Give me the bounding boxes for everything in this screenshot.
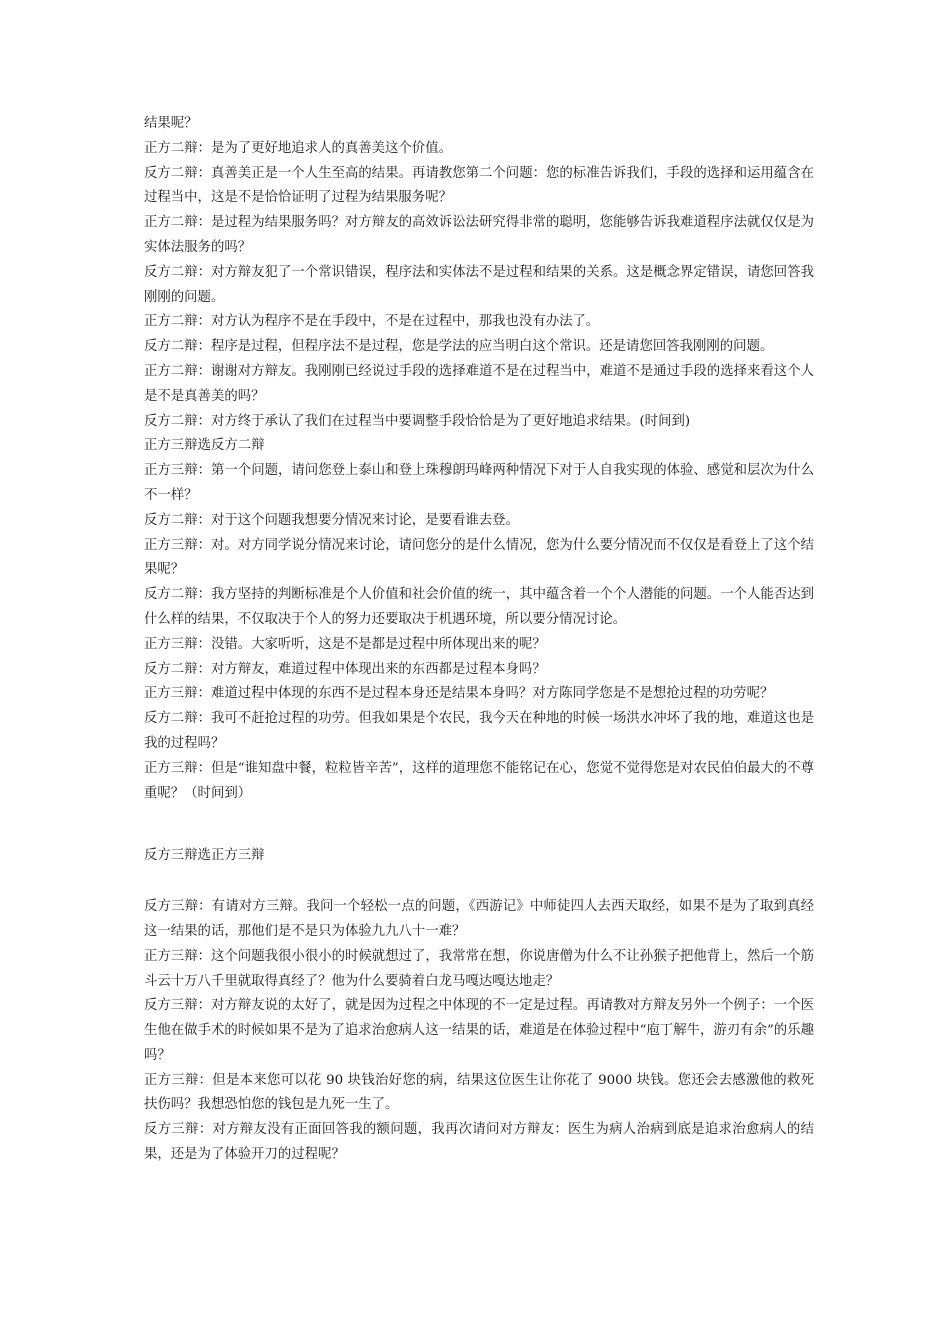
paragraph: 正方二辩：是为了更好地追求人的真善美这个价值。 xyxy=(144,140,452,156)
paragraph: 正方二辩：是过程为结果服务吗？对方辩友的高效诉讼法研究得非常的聪明，您能够告诉我难道程序法就仅仅是为实体法服务的吗？ xyxy=(144,215,814,255)
paragraph: 正方三辩：难道过程中体现的东西不是过程本身还是结果本身吗？对方陈同学您是不是想抢过程的功劳呢？ xyxy=(144,686,774,702)
paragraph: 正方三辩：第一个问题，请问您登上泰山和登上珠穆朗玛峰两种情况下对于人自我实现的体验、感觉和层次为什么不一样？ xyxy=(144,463,814,503)
paragraph: 正方三辩选反方二辩 xyxy=(144,438,265,454)
paragraph: 反方二辩：我方坚持的判断标准是个人价值和社会价值的统一，其中蕴含着一个个人潜能的问题。一个人能否达到什么样的结果，不仅取决于个人的努力还要取决于机遇环境，所以要分情况讨论。 xyxy=(144,587,814,627)
blank-space xyxy=(144,806,814,844)
paragraph: 正方三辩：对。对方同学说分情况来讨论，请问您分的是什么情况，您为什么要分情况而不仅仅是看登上了这个结果呢？ xyxy=(144,537,814,578)
blank-space xyxy=(144,869,814,895)
paragraph: 反方二辩：我可不赶抢过程的功劳。但我如果是个农民，我今天在种地的时候一场洪水冲坏了我的地，难道这也是我的过程吗？ xyxy=(144,711,814,751)
debate-transcript-part-1 xyxy=(144,112,814,806)
paragraph: 反方二辩：对于这个问题我想要分情况来讨论，是要看谁去登。 xyxy=(144,512,519,528)
paragraph: 正方二辩：谢谢对方辩友。我刚刚已经说过手段的选择难道不是在过程当中，难道不是通过手段的选择来看这个人是不是真善美的吗？ xyxy=(144,363,814,404)
debate-transcript-part-2 xyxy=(144,895,814,1168)
paragraph: 反方二辩：程序是过程，但程序法不是过程，您是学法的应当明白这个常识。还是请您回答我刚刚的问题。 xyxy=(144,339,774,355)
section-heading: 反方三辩选正方三辩 xyxy=(144,848,265,864)
paragraph: 正方三辩：这个问题我很小很小的时候就想过了，我常常在想，你说唐僧为什么不让孙猴子把他背上，然后一个筋斗云十万八千里就取得真经了？他为什么要骑着白龙马嘎达嘎达地走？ xyxy=(144,948,814,989)
paragraph: 反方二辩：对方辩友犯了一个常识错误，程序法和实体法不是过程和结果的关系。这是概念界定错误，请您回答我刚刚的问题。 xyxy=(144,264,814,305)
paragraph: 反方二辩：对方终于承认了我们在过程当中要调整手段恰恰是为了更好地追求结果。(时间到) xyxy=(144,413,691,429)
paragraph: 反方二辩：对方辩友，难道过程中体现出来的东西都是过程本身吗？ xyxy=(144,661,546,677)
paragraph: 反方三辩：有请对方三辩。我问一个轻松一点的问题，《西游记》中师徒四人去西天取经，如果不是为了取到真经这一结果的话，那他们是不是只为体验九九八十一难？ xyxy=(144,899,814,939)
paragraph: 反方三辩：对方辩友说的太好了，就是因为过程之中体现的不一定是过程。再请教对方辩友另外一个例子：一个医生他在做手术的时候如果不是为了追求治愈病人这一结果的话，难道是在体验过程中“庖丁解牛，游刃有余”的乐趣吗？ xyxy=(144,998,814,1063)
document-page xyxy=(144,112,814,1168)
paragraph: 正方二辩：对方认为程序不是在手段中，不是在过程中，那我也没有办法了。 xyxy=(144,314,600,330)
paragraph: 正方三辩：没错。大家听听，这是不是都是过程中所体现出来的呢？ xyxy=(144,636,546,652)
paragraph: 结果呢？ xyxy=(144,116,198,131)
paragraph: 反方三辩：对方辩友没有正面回答我的额问题，我再次请问对方辩友：医生为病人治病到底是追求治愈病人的结果，还是为了体验开刀的过程呢？ xyxy=(144,1122,814,1163)
paragraph: 反方二辩：真善美正是一个人生至高的结果。再请教您第二个问题：您的标准告诉我们，手段的选择和运用蕴含在过程当中，这是不是恰恰证明了过程为结果服务呢？ xyxy=(144,165,814,206)
paragraph: 正方三辩：但是“谁知盘中餐，粒粒皆辛苦”，这样的道理您不能铭记在心，您觉不觉得您是对农民伯伯最大的不尊重呢？（时间到） xyxy=(144,760,814,801)
paragraph: 正方三辩：但是本来您可以花 90 块钱治好您的病，结果这位医生让你花了 9000 块钱。您还会去感激他的救死扶伤吗？我想恐怕您的钱包是九死一生了。 xyxy=(144,1072,814,1113)
